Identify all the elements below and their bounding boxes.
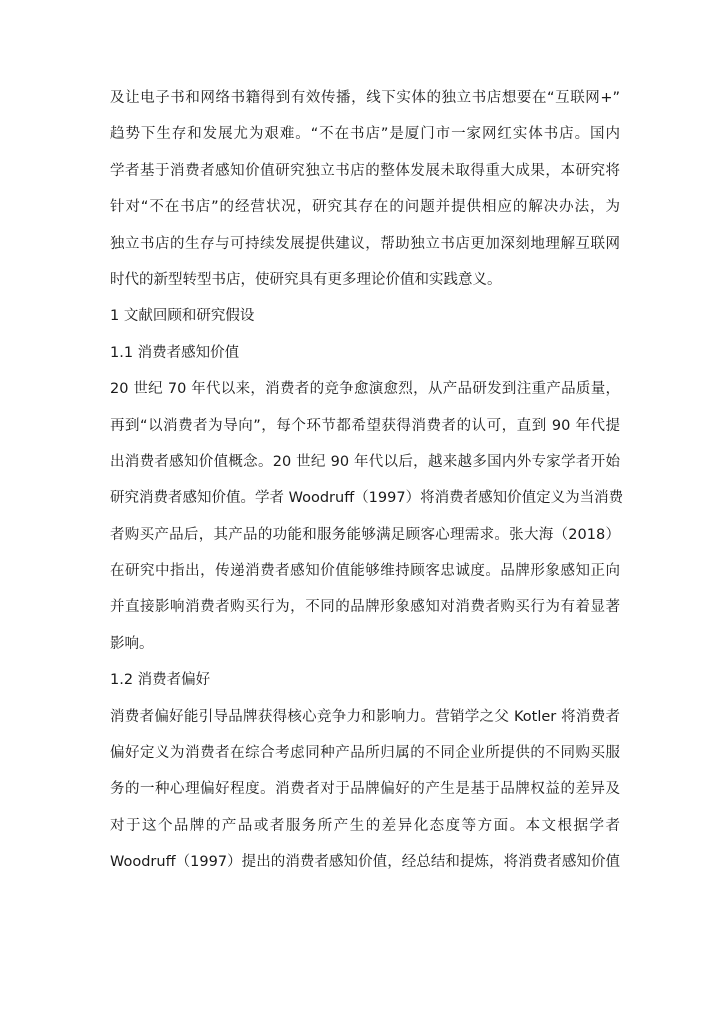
intro-paragraph (110, 80, 620, 298)
perceived-value-paragraph (110, 371, 624, 662)
text-line: 消费者偏好能引导品牌获得核心竞争力和影响力。营销学之父 Kotler 将消费者 (110, 708, 620, 725)
subsection-heading: 1.2 消费者偏好 (110, 672, 211, 689)
text-line: 研究消费者感知价值。学者 Woodruff（1997）将消费者感知价值定义为当消费 (110, 490, 624, 507)
text-line: 学者基于消费者感知价值研究独立书店的整体发展未取得重大成果，本研究将 (110, 162, 620, 179)
text-line: 偏好定义为消费者在综合考虑同种产品所归属的不同企业所提供的不同购买服 (110, 745, 620, 762)
text-line: 独立书店的生存与可持续发展提供建议，帮助独立书店更加深刻地理解互联网 (110, 235, 620, 252)
text-line: 对于这个品牌的产品或者服务所产生的差异化态度等方面。本文根据学者 (110, 817, 620, 834)
text-line: 在研究中指出，传递消费者感知价值能够维持顾客忠诚度。品牌形象感知正向 (110, 563, 620, 580)
preference-paragraph (110, 699, 620, 881)
page-body (110, 80, 624, 881)
section-heading: 1 文献回顾和研究假设 (110, 308, 255, 325)
text-line: 趋势下生存和发展尤为艰难。“不在书店”是厦门市一家网红实体书店。国内 (110, 126, 620, 143)
text-line: 出消费者感知价值概念。20 世纪 90 年代以后，越来越多国内外专家学者开始 (110, 453, 620, 470)
text-line: 时代的新型转型书店，使研究具有更多理论价值和实践意义。 (110, 271, 502, 288)
text-line: 务的一种心理偏好程度。消费者对于品牌偏好的产生是基于品牌权益的差异及 (110, 781, 620, 798)
text-line: 20 世纪 70 年代以来，消费者的竞争愈演愈烈，从产品研发到注重产品质量， (110, 381, 620, 398)
text-line: 影响。 (110, 635, 154, 652)
text-line: Woodruff（1997）提出的消费者感知价值，经总结和提炼，将消费者感知价值 (110, 854, 620, 871)
text-line: 及让电子书和网络书籍得到有效传播，线下实体的独立书店想要在“互联网+” (110, 90, 620, 106)
subsection-heading: 1.1 消费者感知价值 (110, 344, 240, 361)
text-line: 者购买产品后，其产品的功能和服务能够满足顾客心理需求。张大海（2018） (110, 526, 620, 543)
text-line: 针对“不在书店”的经营状况，研究其存在的问题并提供相应的解决办法，为 (110, 199, 620, 216)
text-line: 并直接影响消费者购买行为，不同的品牌形象感知对消费者购买行为有着显著 (110, 599, 620, 616)
text-line: 再到“以消费者为导向”，每个环节都希望获得消费者的认可，直到 90 年代提 (110, 417, 620, 434)
